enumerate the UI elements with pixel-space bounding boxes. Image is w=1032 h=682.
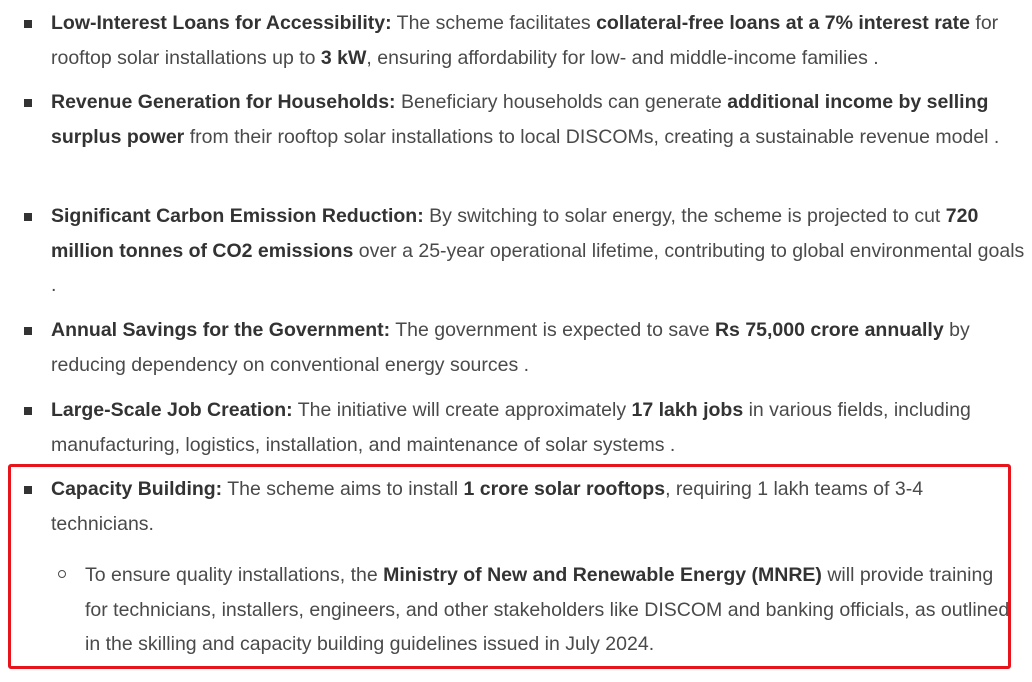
square-bullet-icon: [24, 213, 32, 221]
item-text: Beneficiary households can generate: [395, 91, 728, 113]
highlight-box: [8, 464, 1011, 669]
item-emphasis: 720 million tonnes of CO2 emissions: [51, 205, 979, 262]
list-item-job-creation: [51, 393, 1026, 462]
item-emphasis: 3 kW: [320, 46, 367, 69]
item-text: By switching to solar energy, the scheme is projected to cut: [423, 205, 946, 227]
item-text: will provide training for technicians, installers, engineers, and other stakeholders like DISCOM and banking officials, as outlined in the skilling and capacity building guidelines issued in July 2024.: [85, 564, 1010, 655]
item-text: from their rooftop solar installations to local DISCOMs, creating a sustainable revenue model .: [184, 125, 1000, 148]
item-emphasis: Rs 75,000 crore annually: [714, 319, 944, 341]
item-title: Annual Savings for the Government:: [51, 319, 391, 341]
item-title: Large-Scale Job Creation:: [51, 399, 293, 421]
item-text: over a 25-year operational lifetime, contributing to global environmental goals .: [51, 239, 1025, 296]
item-title: Significant Carbon Emission Reduction:: [51, 205, 424, 227]
item-text: The scheme facilitates: [391, 12, 597, 34]
item-text: The initiative will create approximately: [292, 399, 632, 421]
item-text: , ensuring affordability for low- and middle-income families .: [366, 46, 879, 69]
item-emphasis: 1 crore solar rooftops: [463, 478, 666, 500]
list-item-government-savings: [51, 313, 1026, 382]
item-text: in various fields, including manufacturing, logistics, installation, and maintenance of solar systems .: [51, 399, 971, 456]
item-emphasis: 17 lakh jobs: [631, 399, 744, 421]
list-item-revenue-generation: [51, 85, 1026, 154]
item-emphasis: additional income by selling surplus power: [51, 91, 989, 148]
item-emphasis: Ministry of New and Renewable Energy (MNRE): [383, 564, 822, 586]
item-text: , requiring 1 lakh teams of 3-4 technicians.: [51, 478, 924, 535]
item-emphasis: collateral-free loans at a 7% interest rate: [596, 12, 970, 34]
list-item-low-interest-loans: [51, 6, 1026, 75]
list-item-carbon-reduction: [51, 199, 1026, 303]
square-bullet-icon: [24, 327, 32, 335]
square-bullet-icon: [24, 407, 32, 415]
square-bullet-icon: [24, 20, 32, 28]
item-text: for rooftop solar installations up to: [51, 12, 999, 69]
item-title: Revenue Generation for Households:: [51, 91, 396, 113]
item-text: by reducing dependency on conventional energy sources .: [51, 319, 970, 376]
item-text: The scheme aims to install: [222, 478, 464, 500]
item-title: Capacity Building:: [51, 478, 223, 500]
square-bullet-icon: [24, 99, 32, 107]
item-text: The government is expected to save: [390, 319, 715, 341]
item-title: Low-Interest Loans for Accessibility:: [51, 12, 392, 34]
item-text: To ensure quality installations, the: [85, 564, 384, 586]
